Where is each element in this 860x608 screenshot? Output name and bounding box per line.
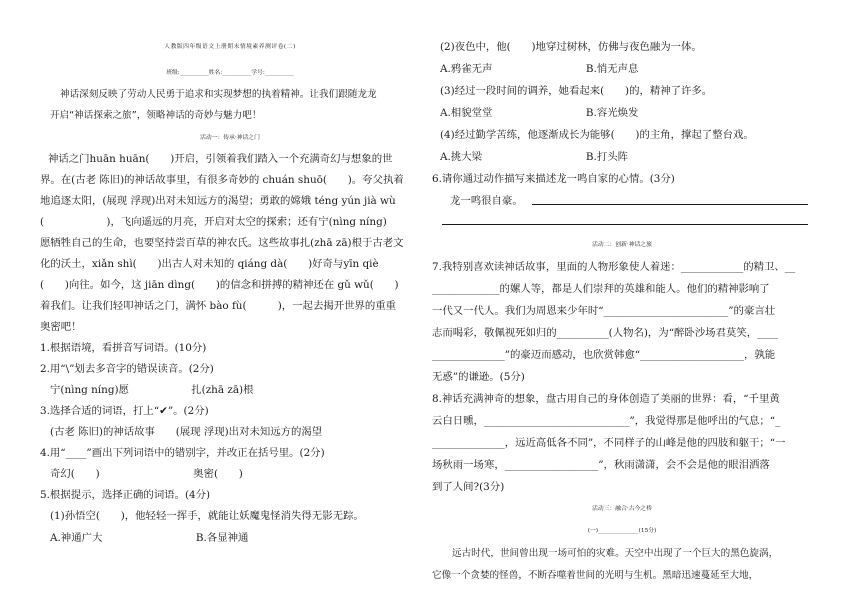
activity-two-heading: 活动二：创新·神话之旅 (592, 242, 652, 248)
question-2-options: 宁(nìng níng)愿 扎(zhā zā)根 (50, 384, 254, 396)
question-5-item-2-options: A.鸦雀无声 B.悄无声息 (440, 63, 639, 75)
question-3: 3.选择合适的词语，打上“✔”。(2分) (40, 405, 209, 417)
question-5-item-4-options: A.挑大梁 B.打头阵 (440, 151, 628, 163)
passage-line: 地追逐太阳，(展现 浮现)出对未知远方的渴望；勇敢的嫦娥 téng yún jià wù (40, 195, 396, 207)
question-8-line: 到了人间?(3分) (432, 481, 505, 493)
question-8-line: 8.神话充满神奇的想象，盘古用自己的身体创造了美丽的世界：看，“千里黄 (432, 393, 780, 405)
question-5-item-3: (3)经过一段时间的调养，她看起来( )的，精神了许多。 (440, 85, 713, 97)
question-8-line: ______________，远近高低各不同”，不同样子的山峰是他的四肢和躯干；“一 (432, 437, 786, 449)
story-line: 远古时代，世间曾出现一场可怕的灾难。天空中出现了一个巨大的黑色旋涡， (452, 548, 779, 559)
intro-line-1: 神话深刻反映了劳动人民勇于追求和实现梦想的执着精神。让我们跟随龙龙 (60, 89, 377, 100)
question-7-line: 一代又一代人。我们为周恩来少年时“________________________”的豪言壮 (432, 305, 776, 317)
question-7-line: _____________的嫘人等，都是人们崇拜的英雄和能人。他们的精神影响了 (432, 283, 770, 295)
passage-line: 界。在(古老 陈旧)的神话故事里，有很多奇妙的 chuán shuō( )。夸父执着 (40, 174, 404, 186)
activity-three-heading: 活动三：融合·古今之桥 (592, 506, 652, 512)
passage-line: 愿牺牲自己的生命，也要坚持尝百草的神农氏。这些故事扎(zhā zā)根于古老文 (40, 237, 404, 249)
question-8-line: 场秋雨一场寒，__________________”，秋雨潇潇，会不会是他的眼泪洒落 (432, 459, 770, 471)
passage-line: 神话之门huān huān( )开启，引领着我们踏入一个充满奇幻与想象的世 (48, 153, 393, 165)
passage-line: ( )，飞向遥远的月亮，开启对太空的探索；还有宁(nìng níng) (40, 216, 387, 228)
student-info-line: 班级:__________姓名:__________学号:__________ (166, 70, 294, 76)
question-7-line: ______________”的豪迈而感动，也欣赏韩愈“____________________，孰能 (432, 349, 776, 361)
question-4-options: 奇幻( ) 奥密( ) (50, 468, 243, 480)
story-line: 它像一个贪婪的怪兽，不断吞噬着世间的光明与生机。黑暗迅速蔓延至大地， (432, 570, 759, 581)
activity-one-heading: 活动一：传承·神话之门 (200, 135, 260, 141)
answer-line[interactable] (442, 224, 808, 225)
question-5-item-1: (1)孙悟空( )，他轻轻一挥手，就能让妖魔鬼怪消失得无影无踪。 (50, 510, 364, 522)
question-5: 5.根据提示，选择正确的词语。(4分) (40, 489, 211, 501)
question-3-options: (古老 陈旧)的神话故事 (展现 浮现)出对未知远方的渴望 (50, 426, 323, 438)
question-8-line: 云白日曛，____________________________”，我觉得那是他呼出的气息；“_ (432, 415, 781, 427)
section-one-heading: (一)______________(15分) (587, 528, 657, 534)
question-5-item-1-options: A.神通广大 B.各显神通 (50, 532, 249, 544)
passage-line: 奥密吧！ (40, 321, 82, 333)
question-6: 6.请你通过动作描写来描述龙一鸣自家的心情。(3分) (432, 173, 675, 185)
passage-line: 化的沃土，xiǎn shì( )出古人对未知的 qiáng dà( )好奇与yīn qiè (40, 258, 379, 270)
question-5-item-2: (2)夜色中，他( )地穿过树林，仿佛与夜色融为一体。 (440, 41, 702, 53)
question-5-item-3-options: A.相貌堂堂 B.容光焕发 (440, 107, 639, 119)
question-2: 2.用“\”划去多音字的错误读音。(2分) (40, 363, 214, 375)
passage-line: ( )向往。如今，这 jiān dìng( )的信念和拼搏的精神还在 gǔ wǔ( ) (40, 279, 399, 291)
question-5-item-4: (4)经过勤学苦练，他逐渐成长为能够( )的主角，撑起了整台戏。 (440, 129, 754, 141)
question-6-prompt: 龙一鸣很自豪。 (450, 195, 523, 207)
exam-title: 人教版四年级语文上册期末情境素养测评卷(二) (164, 44, 296, 50)
question-7-line: 无惑”的谦逊。(5分) (432, 371, 525, 383)
question-7-line: 7.我特别喜欢读神话故事，里面的人物形象使人着迷：____________的精卫、__ (432, 261, 796, 273)
intro-line-2: 开启“神话探索之旅”，领略神话的奇妙与魅力吧！ (50, 110, 262, 121)
question-7-line: 志而喝彩，敬佩视死如归的__________(人物名)，为“醉卧沙场君莫笑，____ (432, 327, 778, 339)
passage-line: 着我们。让我们轻叩神话之门，满怀 bào fù( )，一起去揭开世界的重重 (40, 300, 397, 312)
question-4: 4.用“____”画出下列词语中的错别字，并改正在括号里。(2分) (40, 447, 325, 459)
answer-line[interactable] (532, 204, 808, 205)
question-1: 1.根据语境，看拼音写词语。(10分) (40, 342, 207, 354)
